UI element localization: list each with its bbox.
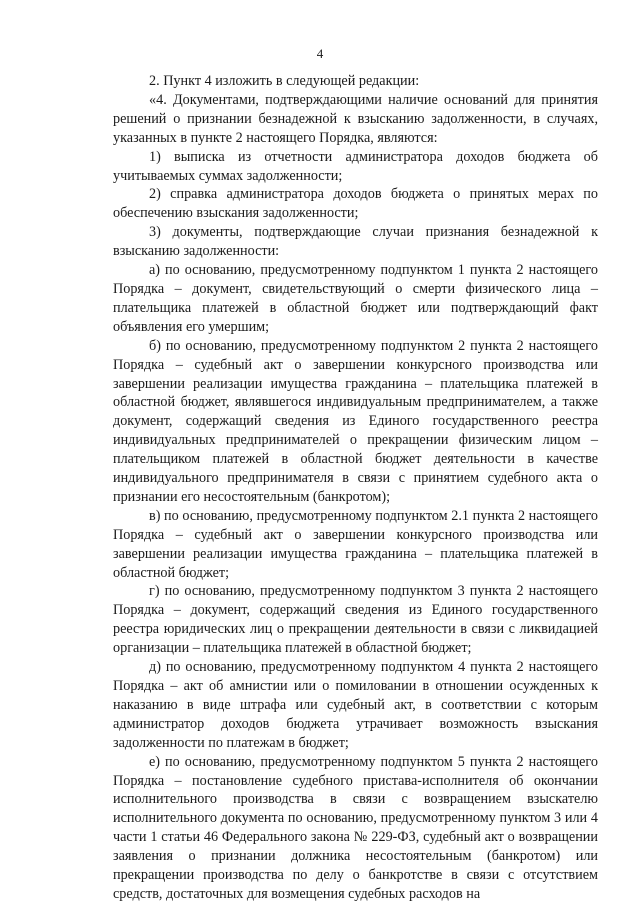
document-body bbox=[113, 72, 598, 904]
paragraph-subitem-a: а) по основанию, предусмотренному подпунктом 1 пункта 2 настоящего Порядка – документ, свидетельствующий о смерти физического лица – плательщика платежей в областной бюджет или подтверждающий факт объявления его умершим; bbox=[113, 262, 598, 335]
paragraph-subitem-3: 3) документы, подтверждающие случаи признания безнадежной к взысканию задолженности: bbox=[113, 224, 598, 260]
paragraph-item-2-heading: 2. Пункт 4 изложить в следующей редакции: bbox=[149, 73, 420, 89]
page-number: 4 bbox=[316, 46, 324, 61]
paragraph-item-4-intro: «4. Документами, подтверждающими наличие оснований для принятия решений о признании безнадежной к взысканию задолженности, в случаях, указанных в пункте 2 настоящего Порядка, являются: bbox=[113, 91, 598, 146]
paragraph-subitem-e: е) по основанию, предусмотренному подпунктом 5 пункта 2 настоящего Порядка – постановление судебного пристава-исполнителя об окончании исполнительного производства в связи с возвращением взыскателю исполнительного документа по основанию, предусмотренному пунктом 3 или 4 части 1 статьи 46 Федерального закона № 229-ФЗ, судебный акт о возвращении заявления о признании должника несостоятельным (банкротом) или прекращении производства по делу о банкротстве в связи с отсутствием средств, достаточных для возмещения судебных расходов на bbox=[113, 753, 598, 902]
paragraph-subitem-b: б) по основанию, предусмотренному подпунктом 2 пункта 2 настоящего Порядка – судебный акт о завершении конкурсного производства или завершении реализации имущества гражданина – плательщика платежей в областной бюджет, являвшегося индивидуальным предпринимателем, а также документ, содержащий сведения из Единого государственного реестра индивидуальных предпринимателей о прекращении физическим лицом – плательщиком платежей в областной бюджет деятельности в качестве индивидуального предпринимателя в связи с принятием судебного акта о признании его несостоятельным (банкротом); bbox=[113, 337, 598, 505]
paragraph-subitem-v: в) по основанию, предусмотренному подпунктом 2.1 пункта 2 настоящего Порядка – судебный акт о завершении конкурсного производства или завершении реализации имущества гражданина – плательщика платежей в областной бюджет; bbox=[113, 507, 598, 581]
paragraph-subitem-g: г) по основанию, предусмотренному подпунктом 3 пункта 2 настоящего Порядка – документ, содержащий сведения из Единого государственного реестра юридических лиц о прекращении деятельности в связи с ликвидацией организации – плательщика платежей в областной бюджет; bbox=[113, 583, 598, 657]
paragraph-subitem-2: 2) справка администратора доходов бюджета о принятых мерах по обеспечению взыскания задолженности; bbox=[113, 186, 598, 222]
paragraph-subitem-1: 1) выписка из отчетности администратора доходов бюджета об учитываемых суммах задолженности; bbox=[113, 148, 598, 184]
paragraph-subitem-d: д) по основанию, предусмотренному подпунктом 4 пункта 2 настоящего Порядка – акт об амнистии или о помиловании в отношении осужденных к наказанию в виде штрафа или судебный акт, в соответствии с которым администратор доходов бюджета утрачивает возможность взыскания задолженности по платежам в бюджет; bbox=[113, 659, 598, 751]
